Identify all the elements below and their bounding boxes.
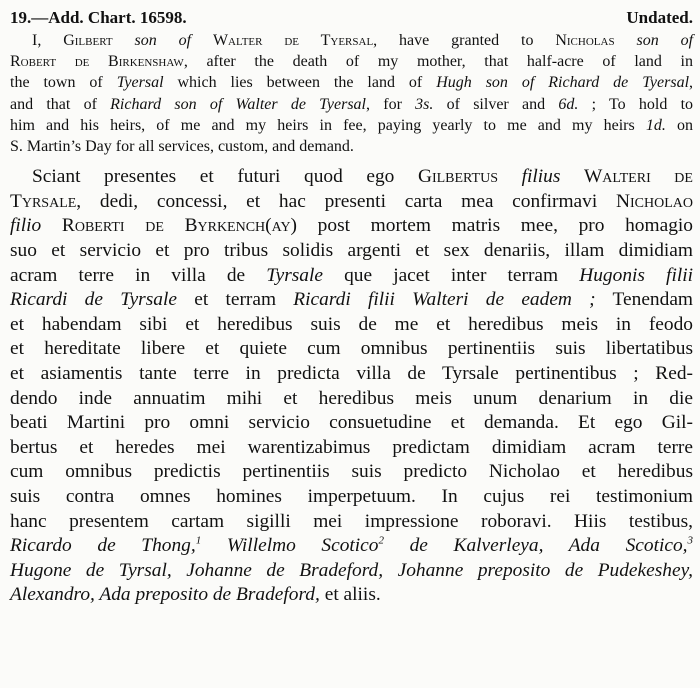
- charter-source: Add. Chart. 16598.: [48, 8, 187, 27]
- footnote-marker: 1: [195, 534, 202, 547]
- latin-line: Tyrsale, dedi, concessi, et hac presenti carta mea confirmavi Nicholao: [10, 190, 693, 212]
- latin-text: [10, 165, 693, 608]
- person-name: Gilbert: [63, 32, 113, 49]
- latin-line: et asiamentis tante terre in predicta villa de Tyrsale pertinentibus ; Red-: [10, 362, 693, 384]
- latin-line: et habendam sibi et heredibus suis de me et heredibus meis in feodo: [10, 313, 693, 335]
- latin-line: cum omnibus predictis pertinentiis suis predicto Nicholao et heredibus: [10, 461, 693, 483]
- person-name: Nicholas: [555, 32, 615, 49]
- latin-line: suis contra omnes homines imperpetuum. In cujus rei testimonium: [10, 485, 693, 507]
- person-name: Gilbertus: [417, 166, 498, 188]
- header-dash: —: [31, 8, 49, 27]
- person-name: Roberti de Byrkench(ay): [61, 215, 298, 237]
- summary-line: S. Martin’s Day for all services, custom, and demand.: [10, 138, 354, 156]
- footnote-marker: 2: [378, 534, 384, 547]
- person-name: Robert de Birkenshaw: [10, 53, 184, 71]
- latin-line: filio Roberti de Byrkench(ay) post mortem matris mee, pro homagio: [10, 215, 693, 237]
- latin-line: Sciant presentes et futuri quod ego Gilbertus filius Walteri de: [32, 166, 693, 188]
- latin-line: dendo inde annuatim mihi et heredibus meis unum denarium in die: [10, 387, 693, 409]
- charter-page: [10, 8, 693, 608]
- latin-line: Hugone de Tyrsal, Johanne de Bradeford, Johanne preposito de Pudekeshey,: [10, 559, 693, 581]
- charter-number: 19.: [10, 8, 32, 27]
- latin-line: beati Martini pro omni servicio consuetudine et demanda. Et ego Gil-: [10, 412, 693, 434]
- charter-header: [10, 8, 693, 28]
- latin-line: bertus et heredes mei warentizabimus predictam dimidiam acram terre: [10, 436, 693, 458]
- latin-line: suo et servicio et pro tribus solidis argenti et sex denariis, illam dimidiam: [10, 240, 693, 261]
- latin-line: Ricardo de Thong,$^1$ Willelmo Scotico$^2$ de Kalverleya, Ada Scotico,$^3$: [10, 534, 693, 557]
- charter-date-status: Undated.: [626, 8, 693, 27]
- latin-line: et hereditate libere et quiete cum omnibus pertinentiis suis libertatibus: [10, 338, 693, 360]
- person-name: Tyrsale: [10, 190, 77, 212]
- latin-line: acram terre in villa de Tyrsale que jacet inter terram Hugonis filii: [10, 264, 693, 286]
- summary-line: I, Gilbert son of Walter de Tyersal, have granted to Nicholas son of: [32, 32, 694, 49]
- footnote-marker: 3: [687, 534, 693, 547]
- english-summary: [10, 30, 693, 157]
- summary-line: Robert de Birkenshaw, after the death of my mother, that half-acre of land in: [10, 53, 693, 71]
- summary-line: the town of Tyersal which lies between the land of Hugh son of Richard de Tyersal,: [10, 74, 694, 92]
- summary-line: and that of Richard son of Walter de Tyersal, for 3s. of silver and 6d. ; To hold to: [10, 95, 694, 113]
- latin-line: Alexandro, Ada preposito de Bradeford, et aliis.: [10, 584, 381, 606]
- summary-line: him and his heirs, of me and my heirs in fee, paying yearly to me and my heirs 1d. on: [10, 116, 693, 134]
- person-name: Walter de Tyersal: [212, 32, 374, 49]
- latin-line: Ricardi de Tyrsale et terram Ricardi filii Walteri de eadem ; Tenendam: [10, 289, 694, 311]
- person-name: Walteri de: [583, 166, 693, 188]
- latin-line: hanc presentem cartam sigilli mei impressione roboravi. Hiis testibus,: [10, 510, 693, 532]
- person-name: Nicholao: [616, 190, 693, 212]
- charter-reference: [10, 8, 187, 28]
